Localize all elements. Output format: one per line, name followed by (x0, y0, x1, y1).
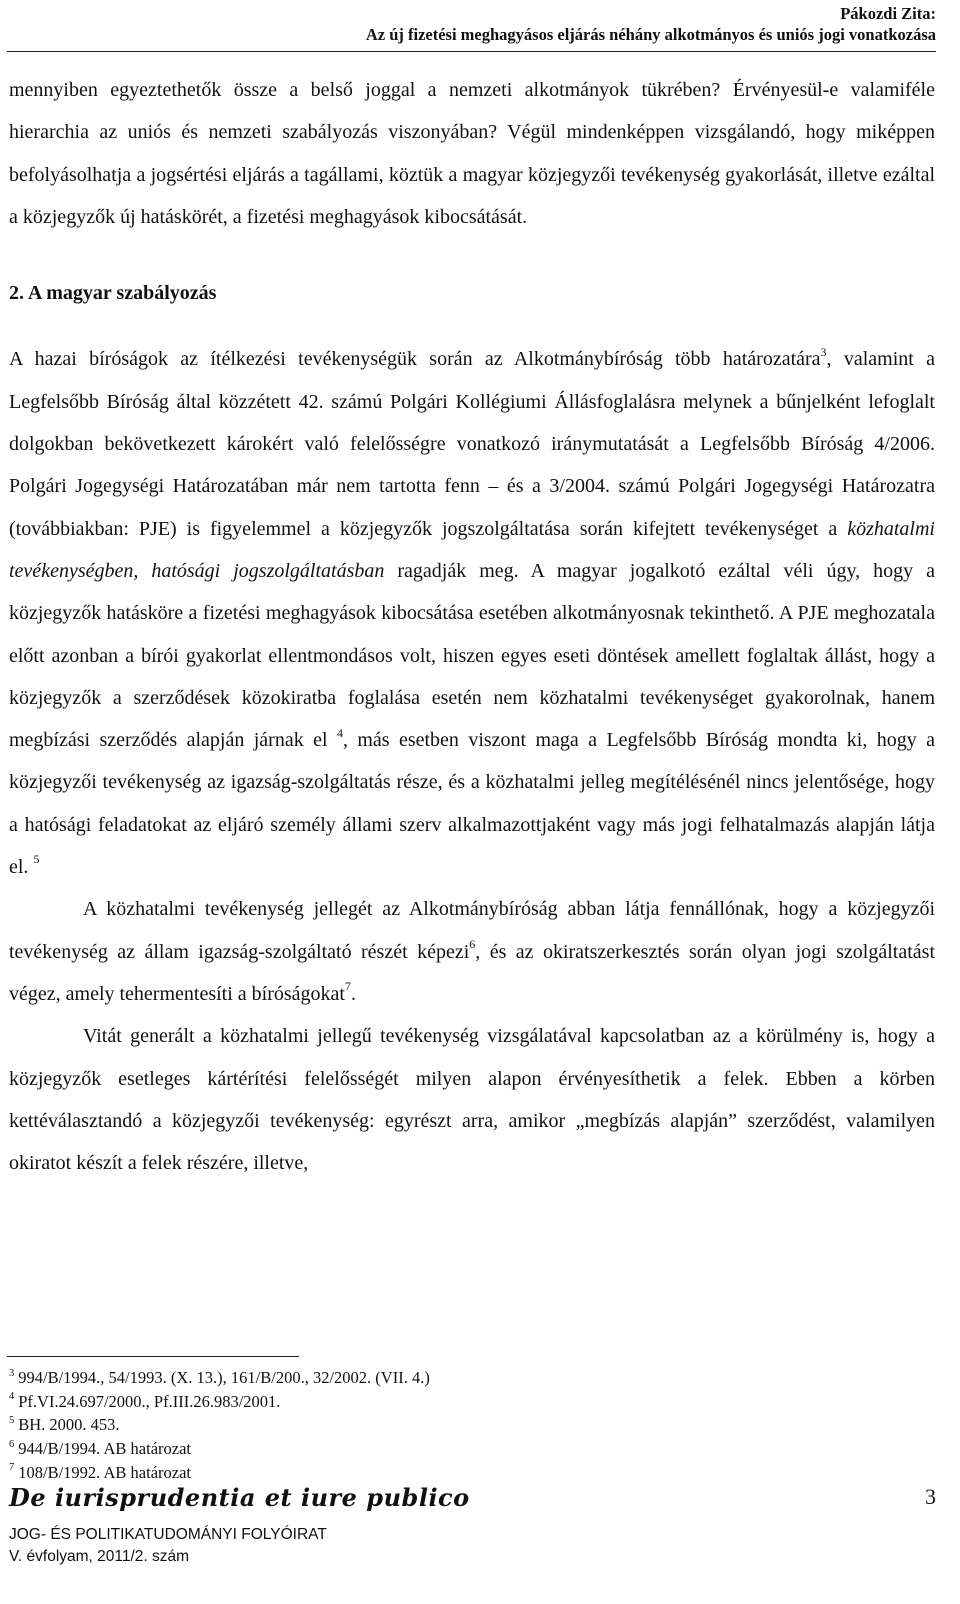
paragraph-3 (9, 888, 935, 1015)
p2-text-d: , más esetben viszont maga a Legfelsőbb Bíróság mondta ki, hogy a közjegyzői tevékenység az igazság-szolgáltatás része, és a közhatalmi jelleg megítélésénél nincs jelentősége, hogy a hatósági feladatokat az eljáró személy állami szerv alkalmazottjaként vagy más jogi felhatalmazás alapján látja el. (9, 729, 936, 879)
paragraph-2 (9, 338, 935, 888)
journal-subtitle: JOG- ÉS POLITIKATUDOMÁNYI FOLYÓIRAT (9, 1526, 327, 1543)
paragraph-1: mennyiben egyeztethetők össze a belső joggal a nemzeti alkotmányok tükrében? Érvényesül-e valamiféle hierarchia az uniós és nemzeti szabályozás viszonyában? Végül mindenképpen vizsgálandó, hogy miképpen befolyásolhatja a jogsértési eljárás a tagállami, köztük a magyar közjegyzői tevékenység gyakorlását, illetve ezáltal a közjegyzők új hatáskörét, a fizetési meghagyások kibocsátását. (9, 79, 935, 228)
p2-text-c: ragadják meg. A magyar jogalkotó ezáltal véli úgy, hogy a közjegyzők hatásköre a fizetési meghagyások kibocsátása esetében alkotmányosnak tekinthető. A PJE meghozatala előtt azonban a bírói gyakorlat ellentmondásos volt, hiszen egyes eseti döntések amellett foglaltak állást, hogy a közjegyzők a szerződések közokiratba foglalása esetén nem közhatalmi tevékenységet gyakorolnak, hanem megbízási szerződés alapján járnak el (9, 559, 936, 752)
footnote-ref-6[interactable]: 6 (469, 936, 476, 951)
p2-emphasis: közhatalmi tevékenységben, hatósági jogszolgáltatásban (9, 517, 935, 582)
footnotes (9, 1366, 430, 1485)
p3-text-b: , és az okiratszerkesztés során olyan jogi szolgáltatást végez, amely tehermentesíti a bíróságokat (9, 940, 935, 1005)
p3-text-c: . (350, 982, 356, 1005)
footnote-6: $^6$ 944/B/1994. AB határozat (9, 1438, 192, 1459)
header-author: Pákozdi Zita: (840, 4, 936, 23)
footnote-4: $^4$ Pf.VI.24.697/2000., Pf.III.26.983/2001. (9, 1391, 281, 1411)
footnote-5: $^5$ BH. 2000. 453. (9, 1414, 120, 1435)
header-title: Az új fizetési meghagyásos eljárás néhány alkotmányos és uniós jogi vonatkozása (365, 25, 936, 44)
paragraph-4: Vitát generált a közhatalmi jellegű tevékenység vizsgálatával kapcsolatban az a körülmény is, hogy a közjegyzők esetleges kártérítési felelősségét milyen alapon érvényesíthetik a felek. Ebben a körben kettéválasztandó a közjegyzői tevékenység: egyrészt arra, amikor „megbízás alapján” szerződést, valamilyen okiratot készít a felek részére, illetve, (9, 1025, 935, 1175)
p3-text-a: A közhatalmi tevékenység jellegét az Alkotmánybíróság abban látja fennállónak, hogy a közjegyzői tevékenység az állam igazság-szolgáltató részét képezi (9, 898, 935, 963)
header-rule (7, 51, 936, 52)
footnote-ref-3[interactable]: 3 (820, 344, 827, 359)
page-number: 3 (925, 1484, 936, 1509)
footnote-ref-5[interactable]: 5 (33, 852, 40, 867)
footnote-ref-7[interactable]: 7 (344, 979, 351, 994)
footnote-3: $^3$ 994/B/1994., 54/1993. (X. 13.), 161/B/200., 32/2002. (VII. 4.) (9, 1367, 430, 1387)
journal-title: De iurisprudentia et iure publico (9, 1483, 470, 1512)
running-header (366, 3, 936, 45)
footnote-ref-4[interactable]: 4 (336, 725, 343, 740)
body-text (9, 69, 935, 1184)
journal-volume: V. évfolyam, 2011/2. szám (9, 1548, 190, 1565)
footnote-rule (7, 1356, 299, 1357)
p2-text-b: , valamint a Legfelsőbb Bíróság által közzétett 42. számú Polgári Kollégiumi Állásfoglalásra melynek a bűnjelként lefoglalt dolgokban bekövetkezett károkért való felelősségre vonatkozó iránymutatását a Legfelsőbb Bíróság 4/2006. Polgári Jogegységi Határozatában már nem tartotta fenn – és a 3/2004. számú Polgári Jogegységi Határozatra (továbbiakban: PJE) is figyelemmel a közjegyzők jogszolgáltatása során kifejtett tevékenységet a (9, 348, 935, 540)
footnote-7: $^7$ 108/B/1992. AB határozat (9, 1462, 192, 1482)
section-heading: 2. A magyar szabályozás (9, 282, 217, 305)
p2-text-a: A hazai bíróságok az ítélkezési tevékenységük során az Alkotmánybíróság több határozatára (9, 348, 821, 371)
